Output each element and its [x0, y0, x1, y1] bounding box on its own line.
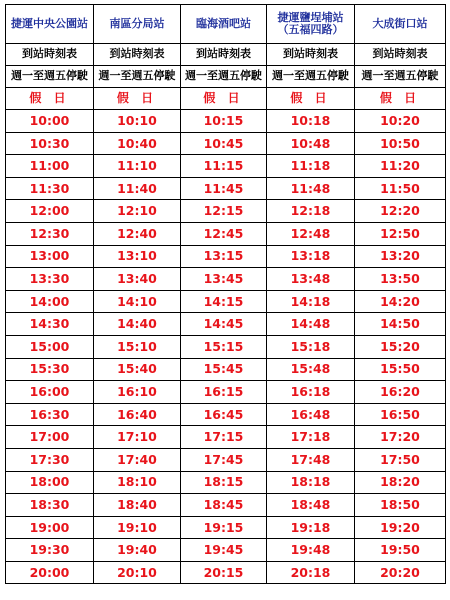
timetable-table: [5, 4, 446, 584]
arrival-time: 19:20: [355, 516, 446, 539]
arrival-time: 20:00: [6, 561, 94, 584]
arrival-time: 18:18: [267, 471, 355, 494]
arrival-time: 19:10: [94, 516, 181, 539]
table-row: [6, 110, 446, 133]
arrival-time: 16:45: [181, 403, 267, 426]
arrival-time: 15:30: [6, 358, 94, 381]
arrival-time: 20:18: [267, 561, 355, 584]
arrival-time: 19:15: [181, 516, 267, 539]
arrival-time: 10:45: [181, 132, 267, 155]
arrival-time: 15:20: [355, 335, 446, 358]
table-row: [6, 358, 446, 381]
arrival-time: 14:45: [181, 313, 267, 336]
arrival-time: 15:50: [355, 358, 446, 381]
arrival-time: 15:00: [6, 335, 94, 358]
holiday-label: 假 日: [355, 88, 446, 110]
arrival-time: 13:00: [6, 245, 94, 268]
arrival-time: 11:50: [355, 177, 446, 200]
arrival-time: 14:50: [355, 313, 446, 336]
arrival-time: 15:40: [94, 358, 181, 381]
arrival-time: 10:00: [6, 110, 94, 133]
arrival-time: 20:20: [355, 561, 446, 584]
arrival-time: 12:48: [267, 222, 355, 245]
arrival-label-row: [6, 44, 446, 66]
arrival-time: 14:10: [94, 290, 181, 313]
table-row: [6, 268, 446, 291]
station-name: 臨海酒吧站: [181, 5, 267, 44]
arrival-time: 17:40: [94, 448, 181, 471]
arrival-label: 到站時刻表: [6, 44, 94, 66]
arrival-label: 到站時刻表: [355, 44, 446, 66]
holiday-row: [6, 88, 446, 110]
arrival-time: 19:00: [6, 516, 94, 539]
arrival-label: 到站時刻表: [267, 44, 355, 66]
station-name: 捷運中央公園站: [6, 5, 94, 44]
arrival-time: 16:18: [267, 381, 355, 404]
table-row: [6, 448, 446, 471]
table-row: [6, 200, 446, 223]
table-row: [6, 313, 446, 336]
arrival-time: 12:18: [267, 200, 355, 223]
arrival-time: 12:10: [94, 200, 181, 223]
arrival-time: 14:48: [267, 313, 355, 336]
arrival-time: 16:48: [267, 403, 355, 426]
station-header-row: [6, 5, 446, 44]
arrival-time: 14:15: [181, 290, 267, 313]
arrival-time: 11:00: [6, 155, 94, 178]
service-notice: 週一至週五停駛: [267, 66, 355, 88]
arrival-time: 18:45: [181, 494, 267, 517]
arrival-time: 12:45: [181, 222, 267, 245]
arrival-time: 14:20: [355, 290, 446, 313]
arrival-time: 20:10: [94, 561, 181, 584]
arrival-time: 19:50: [355, 539, 446, 562]
table-row: [6, 222, 446, 245]
arrival-time: 16:10: [94, 381, 181, 404]
arrival-time: 11:40: [94, 177, 181, 200]
arrival-time: 18:40: [94, 494, 181, 517]
arrival-time: 17:18: [267, 426, 355, 449]
arrival-time: 10:48: [267, 132, 355, 155]
arrival-time: 19:18: [267, 516, 355, 539]
arrival-time: 10:20: [355, 110, 446, 133]
arrival-time: 16:40: [94, 403, 181, 426]
table-row: [6, 381, 446, 404]
arrival-time: 14:18: [267, 290, 355, 313]
bus-timetable: [5, 4, 445, 584]
arrival-time: 17:48: [267, 448, 355, 471]
table-row: [6, 426, 446, 449]
arrival-label: 到站時刻表: [94, 44, 181, 66]
arrival-time: 17:10: [94, 426, 181, 449]
arrival-time: 19:45: [181, 539, 267, 562]
service-notice: 週一至週五停駛: [355, 66, 446, 88]
arrival-time: 13:10: [94, 245, 181, 268]
arrival-time: 18:00: [6, 471, 94, 494]
arrival-time: 12:50: [355, 222, 446, 245]
arrival-time: 17:45: [181, 448, 267, 471]
station-name: 南區分局站: [94, 5, 181, 44]
holiday-label: 假 日: [6, 88, 94, 110]
arrival-time: 14:40: [94, 313, 181, 336]
arrival-time: 15:10: [94, 335, 181, 358]
service-notice: 週一至週五停駛: [6, 66, 94, 88]
arrival-time: 16:20: [355, 381, 446, 404]
arrival-time: 12:00: [6, 200, 94, 223]
arrival-time: 19:48: [267, 539, 355, 562]
arrival-time: 13:18: [267, 245, 355, 268]
arrival-time: 13:15: [181, 245, 267, 268]
arrival-time: 17:50: [355, 448, 446, 471]
arrival-time: 11:45: [181, 177, 267, 200]
table-row: [6, 155, 446, 178]
arrival-time: 17:20: [355, 426, 446, 449]
arrival-time: 15:45: [181, 358, 267, 381]
table-row: [6, 403, 446, 426]
service-notice: 週一至週五停駛: [181, 66, 267, 88]
table-row: [6, 335, 446, 358]
holiday-label: 假 日: [94, 88, 181, 110]
arrival-time: 19:40: [94, 539, 181, 562]
arrival-time: 12:15: [181, 200, 267, 223]
arrival-time: 12:20: [355, 200, 446, 223]
table-row: [6, 539, 446, 562]
arrival-time: 14:30: [6, 313, 94, 336]
arrival-time: 15:48: [267, 358, 355, 381]
table-row: [6, 561, 446, 584]
arrival-time: 16:15: [181, 381, 267, 404]
arrival-time: 13:40: [94, 268, 181, 291]
arrival-time: 18:15: [181, 471, 267, 494]
arrival-time: 13:20: [355, 245, 446, 268]
table-row: [6, 494, 446, 517]
arrival-time: 16:30: [6, 403, 94, 426]
table-row: [6, 177, 446, 200]
arrival-time: 20:15: [181, 561, 267, 584]
arrival-time: 10:30: [6, 132, 94, 155]
holiday-label: 假 日: [181, 88, 267, 110]
arrival-time: 18:48: [267, 494, 355, 517]
arrival-time: 14:00: [6, 290, 94, 313]
table-row: [6, 132, 446, 155]
table-row: [6, 245, 446, 268]
arrival-time: 17:30: [6, 448, 94, 471]
arrival-time: 17:15: [181, 426, 267, 449]
arrival-time: 11:15: [181, 155, 267, 178]
arrival-time: 13:50: [355, 268, 446, 291]
station-name: 大成街口站: [355, 5, 446, 44]
arrival-time: 10:40: [94, 132, 181, 155]
arrival-time: 19:30: [6, 539, 94, 562]
holiday-label: 假 日: [267, 88, 355, 110]
arrival-time: 13:48: [267, 268, 355, 291]
service-notice-row: [6, 66, 446, 88]
table-row: [6, 516, 446, 539]
arrival-time: 18:30: [6, 494, 94, 517]
arrival-time: 10:50: [355, 132, 446, 155]
arrival-time: 10:10: [94, 110, 181, 133]
arrival-time: 12:40: [94, 222, 181, 245]
arrival-time: 18:50: [355, 494, 446, 517]
arrival-time: 16:00: [6, 381, 94, 404]
arrival-time: 18:20: [355, 471, 446, 494]
arrival-time: 18:10: [94, 471, 181, 494]
arrival-time: 17:00: [6, 426, 94, 449]
arrival-time: 11:18: [267, 155, 355, 178]
arrival-time: 16:50: [355, 403, 446, 426]
arrival-time: 12:30: [6, 222, 94, 245]
arrival-time: 13:45: [181, 268, 267, 291]
arrival-time: 10:18: [267, 110, 355, 133]
arrival-label: 到站時刻表: [181, 44, 267, 66]
table-row: [6, 471, 446, 494]
table-row: [6, 290, 446, 313]
service-notice: 週一至週五停駛: [94, 66, 181, 88]
arrival-time: 11:30: [6, 177, 94, 200]
arrival-time: 11:10: [94, 155, 181, 178]
arrival-time: 10:15: [181, 110, 267, 133]
arrival-time: 15:18: [267, 335, 355, 358]
arrival-time: 13:30: [6, 268, 94, 291]
arrival-time: 11:20: [355, 155, 446, 178]
arrival-time: 11:48: [267, 177, 355, 200]
station-name: 捷運鹽埕埔站 （五福四路）: [267, 5, 355, 44]
arrival-time: 15:15: [181, 335, 267, 358]
